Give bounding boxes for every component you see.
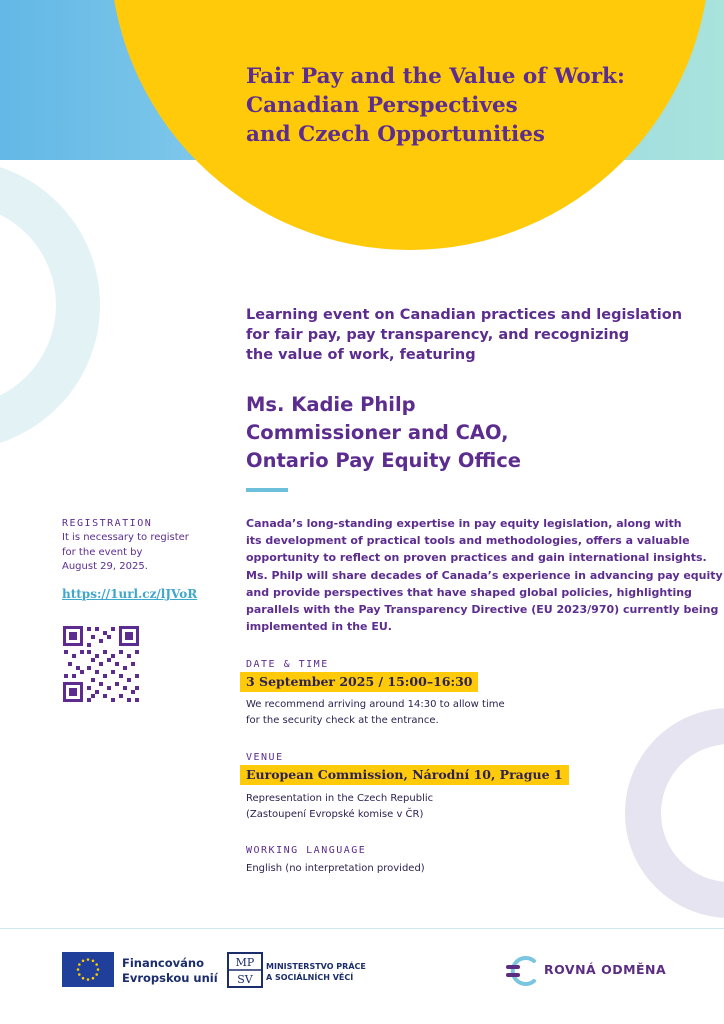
description-line: implemented in the EU. [246, 620, 392, 634]
date-time-note [246, 697, 505, 729]
language-value: English (no interpretation provided) [246, 863, 425, 874]
description-line: Ms. Philp will share decades of Canada’s experience in advancing pay equity [246, 568, 723, 582]
title-line: Canadian Perspectives [246, 93, 518, 118]
note-line: for the security check at the entrance. [246, 715, 439, 726]
venue-note [246, 791, 433, 823]
qr-code-icon[interactable] [62, 625, 140, 703]
venue-label: VENUE [246, 752, 284, 763]
description-line: its development of practical tools and methodologies, offers a valuable [246, 534, 690, 548]
registration-label: REGISTRATION [62, 518, 153, 529]
mpsv-logo-icon [227, 952, 263, 988]
eu-funding-text [122, 956, 218, 986]
description-line: opportunity to reflect on proven practices and gain international insights. [246, 551, 707, 565]
page-title [246, 62, 666, 149]
intro-line: for fair pay, pay transparency, and recognizing [246, 327, 630, 343]
mpsv-text-line: A SOCIÁLNÍCH VĚCÍ [266, 973, 354, 982]
rovna-odmena-logo-icon [504, 956, 538, 986]
intro-line: Learning event on Canadian practices and legislation [246, 307, 683, 323]
event-intro [246, 305, 686, 365]
decorative-ring-right [625, 708, 724, 918]
title-line: and Czech Opportunities [246, 122, 545, 147]
title-line: Fair Pay and the Value of Work: [246, 64, 625, 89]
event-description [246, 515, 723, 635]
svg-text:MP: MP [235, 956, 255, 969]
description-line: and provide perspectives that have shaped global policies, highlighting [246, 585, 692, 599]
mpsv-text [266, 961, 366, 983]
eu-text-line: Financováno [122, 956, 204, 970]
footer-divider [0, 928, 724, 929]
intro-line: the value of work, featuring [246, 347, 476, 363]
note-line: Representation in the Czech Republic [246, 793, 434, 804]
speaker-block [246, 391, 686, 475]
description-line: Canada’s long-standing expertise in pay equity legislation, along with [246, 517, 682, 530]
registration-line: August 29, 2025. [62, 561, 148, 572]
svg-text:SV: SV [237, 973, 253, 986]
note-line: We recommend arriving around 14:30 to allow time [246, 699, 505, 710]
eu-text-line: Evropskou unií [122, 971, 218, 985]
accent-divider [246, 488, 288, 492]
registration-link[interactable]: https://1url.cz/lJVoR [62, 587, 198, 601]
venue-highlight: European Commission, Národní 10, Prague 1 [240, 765, 569, 785]
eu-flag-icon [62, 952, 114, 987]
description-line: parallels with the Pay Transparency Directive (EU 2023/970) currently being [246, 603, 719, 617]
mpsv-text-line: MINISTERSTVO PRÁCE [266, 962, 366, 971]
speaker-role: Commissioner and CAO, [246, 421, 509, 444]
date-time-label: DATE & TIME [246, 659, 329, 670]
rovna-odmena-text: ROVNÁ ODMĚNA [544, 962, 667, 977]
registration-line: for the event by [62, 546, 143, 558]
registration-line: It is necessary to register [62, 532, 189, 543]
date-time-highlight: 3 September 2025 / 15:00–16:30 [240, 672, 478, 692]
note-line: (Zastoupení Evropské komise v ČR) [246, 809, 424, 820]
registration-text [62, 531, 189, 575]
speaker-name: Ms. Kadie Philp [246, 393, 416, 416]
speaker-organization: Ontario Pay Equity Office [246, 449, 522, 472]
language-label: WORKING LANGUAGE [246, 845, 367, 856]
decorative-ring-left [0, 160, 100, 450]
